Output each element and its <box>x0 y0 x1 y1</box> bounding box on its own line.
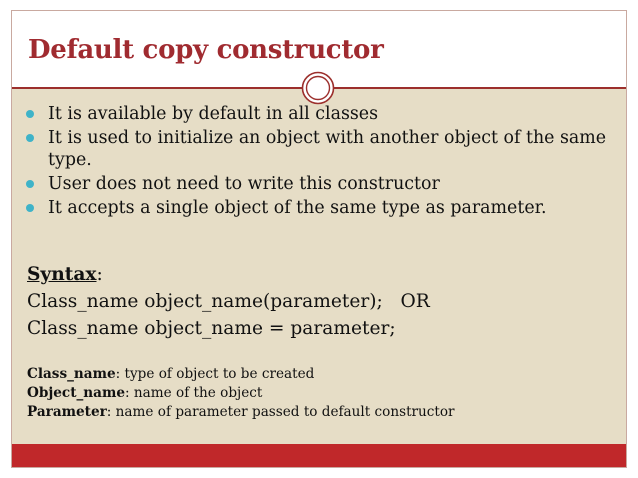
bullet-text: It is used to initialize an object with another object of the same type. <box>48 128 607 170</box>
circle-ornament-icon <box>301 71 335 105</box>
definition-desc: : name of parameter passed to default constructor <box>106 404 455 420</box>
syntax-line-1: Class_name object_name(parameter); OR <box>27 291 430 312</box>
bullet-dot-icon <box>26 134 34 142</box>
definition-term: Class_name <box>27 366 116 382</box>
bullet-text: It accepts a single object of the same type as parameter. <box>48 198 547 218</box>
definitions-block <box>27 365 617 422</box>
definition-row <box>27 365 617 384</box>
bullet-text: User does not need to write this constructor <box>48 174 440 194</box>
syntax-line-2: Class_name object_name = parameter; <box>27 318 396 339</box>
bullet-list <box>22 103 612 221</box>
syntax-heading: Syntax <box>27 264 97 285</box>
list-item <box>22 197 612 219</box>
list-item <box>22 127 612 171</box>
definition-term: Object_name <box>27 385 125 401</box>
syntax-block <box>27 261 617 342</box>
bullet-dot-icon <box>26 180 34 188</box>
slide-title: Default copy constructor <box>28 35 384 65</box>
definition-desc: : name of the object <box>125 385 263 401</box>
syntax-heading-row <box>27 261 617 288</box>
bullet-dot-icon <box>26 110 34 118</box>
definition-term: Parameter <box>27 404 107 420</box>
list-item <box>22 103 612 125</box>
definition-row <box>27 384 617 403</box>
bullet-dot-icon <box>26 204 34 212</box>
definition-row <box>27 403 617 422</box>
syntax-colon: : <box>96 264 103 285</box>
definition-desc: : type of object to be created <box>115 366 315 382</box>
bullet-text: It is available by default in all classes <box>48 104 379 124</box>
list-item <box>22 173 612 195</box>
bottom-accent-bar <box>12 444 626 467</box>
